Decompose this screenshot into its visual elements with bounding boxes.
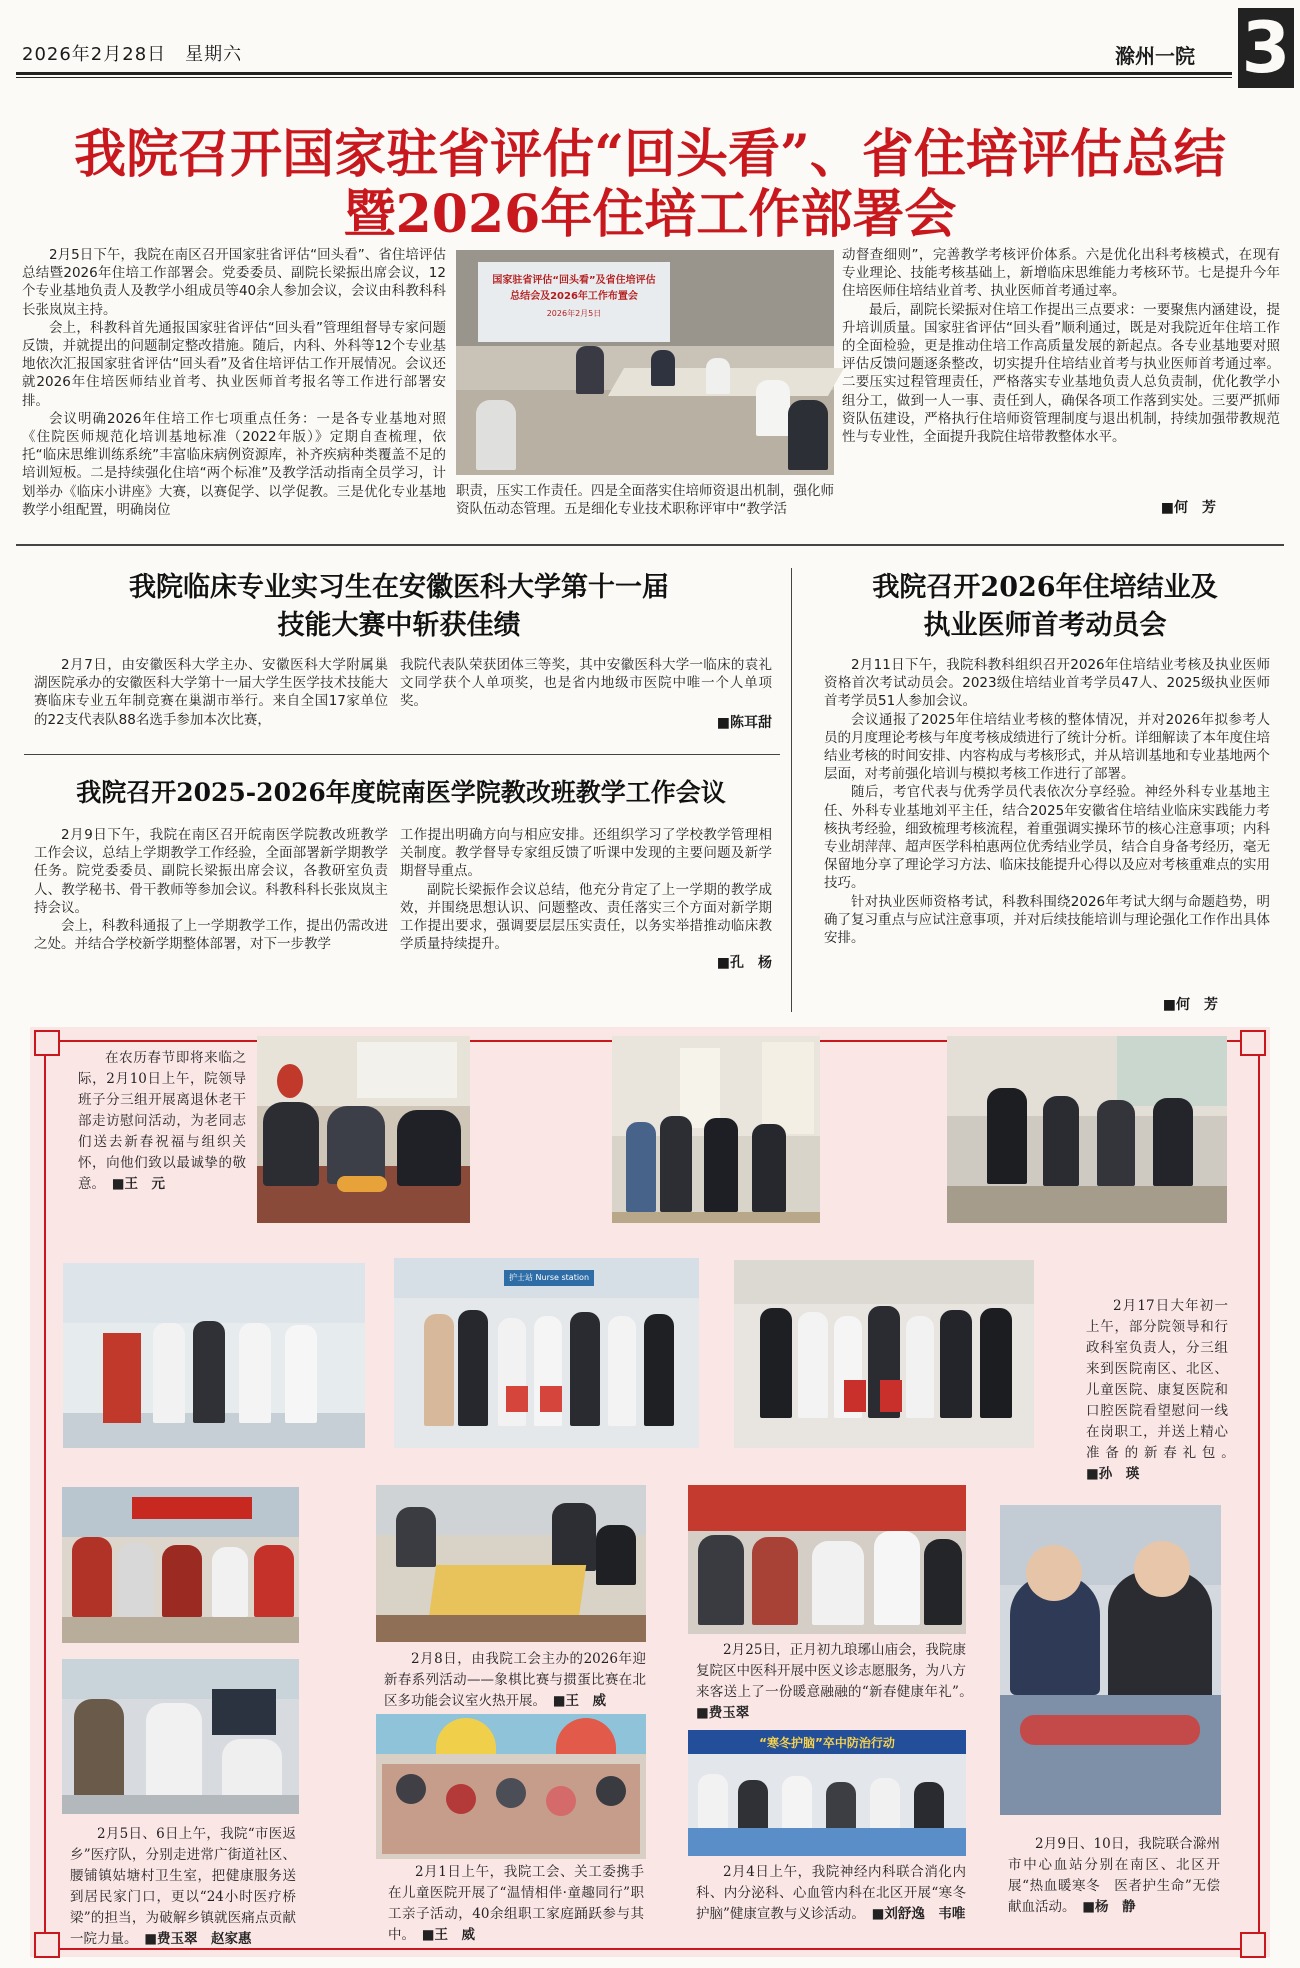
story4-title-line2: 执业医师首考动员会	[923, 610, 1167, 641]
paragraph: 工作提出明确方向与相应安排。还组织学习了学校教学管理相关制度。教学督导专家组反馈了听课中发现的主要问题及新学期督导重点。	[400, 827, 772, 880]
story3-byline: ■孔 杨	[716, 955, 772, 971]
photo-banner-line1: 国家驻省评估“回头看”及省住培评估	[492, 275, 656, 286]
photo-retiree-visit-2	[612, 1036, 820, 1223]
column-rule	[791, 568, 792, 1012]
paragraph: 随后，考官代表与优秀学员代表依次分享经验。神经外科专业基地主任、外科专业基地刘平主任，结合2025年安徽省住培结业临床实践能力考核执考经验，细致梳理考核流程，着重强调实操环节的核心注意事项；内科专业胡萍萍、超声医学科柏惠两位优秀结业学员，结合自身备考经历，毫无保留地分享了理论学习方法、临床技能提升心得以及应对考核重难点的实用技巧。	[824, 784, 1270, 892]
issue-date: 2026年2月28日 星期六	[22, 44, 243, 65]
photo-family-activity	[376, 1714, 646, 1859]
paragraph: 副院长梁振作会议总结，他充分肯定了上一学期的教学成效，并围绕思想认识、问题整改、责任落实三个方面对新学期工作提出要求，强调要层层压实责任，以务实举措推动临床教学质量持续提升。	[400, 881, 772, 953]
photo-blood-donation	[1000, 1505, 1221, 1815]
caption-chess-match: 2月8日，由我院工会主办的2026年迎新春系列活动——象棋比赛与掼蛋比赛在北区多功能会议室火热开展。 ■王 威	[384, 1651, 646, 1709]
lead-byline: ■何 芳	[1160, 500, 1216, 516]
paragraph: 会上，科教科通报了上一学期教学工作，提出仍需改进之处。并结合学校新学期整体部署，对下一步教学	[34, 918, 388, 953]
photo-chess-match	[376, 1485, 646, 1642]
story2-column-2	[400, 656, 772, 710]
photo-banner-date: 2026年2月5日	[546, 309, 602, 318]
story2-title-line1: 我院临床专业实习生在安徽医科大学第十一届	[129, 572, 669, 603]
caption-stroke-campaign: 2月4日上午，我院神经内科联合消化内科、内分泌科、心血管内科在北区开展“寒冬护脑”健康宣教与义诊活动。 ■刘舒逸 韦唯	[696, 1864, 966, 1922]
section-rule	[16, 544, 1284, 546]
story4-byline: ■何 芳	[1162, 997, 1218, 1013]
paragraph: 最后，副院长梁振对住培工作提出三点要求：一要聚焦内涵建设，提升培训质量。国家驻省评估“回头看”顺利通过，既是对我院近年住培工作的全面检验，更是推动住培工作高质量发展的新起点。各专业基地要对照评估反馈问题逐条整改，切实提升住培结业首考与执业医师首考通过率。二要压实过程管理责任，严格落实专业基地负责人总负责制，优化教学小组分工，做到一人一事、责任到人，确保各项工作落到实处。三要严抓师资队伍建设，严格执行住培师资管理制度与退出机制，持续加强带教规范性与专业性，全面提升我院住培带教整体水平。	[842, 301, 1280, 446]
paragraph: 职责，压实工作责任。四是全面落实住培师资退出机制，强化师资队伍动态管理。五是细化专业技术职称评审中“教学活	[456, 483, 834, 518]
photo-new-year-visit-1	[63, 1263, 365, 1448]
lead-column-3	[842, 246, 1280, 494]
page-number: 3	[1238, 8, 1294, 88]
caption-medical-outreach: 2月5日、6日上午，我院“市医返乡”医疗队，分别走进常广街道社区、腰铺镇姑塘村卫生室，把健康服务送到居民家门口，更以“24小时医疗桥梁”的担当，为破解乡镇就医痛点贡献一院力量。 ■费玉翠 赵家惠	[70, 1826, 296, 1947]
paragraph: 会议明确2026年住培工作七项重点任务：一是各专业基地对照《住院医师规范化培训基地标准（2022年版）》定期自查梳理，依托“临床思维训练系统”丰富临床病例资源库，补齐疾病种类覆盖不足的培训短板。二是持续强化住培“两个标准”及教学活动指南全员学习，计划举办《临床小讲座》大赛，以赛促学、以学促教。三是优化专业基地教学小组配置，明确岗位	[22, 410, 446, 518]
story3-column-1	[34, 826, 388, 1014]
photo-retiree-visit-3	[947, 1036, 1227, 1223]
lead-headline-line1: 我院召开国家驻省评估“回头看”、省住培评估总结	[74, 124, 1226, 185]
lead-headline-line2: 暨2026年住培工作部署会	[343, 184, 957, 245]
header-rule	[16, 72, 1232, 75]
photo-tcm-clinic	[688, 1485, 966, 1634]
header-rule-thin	[16, 77, 1232, 78]
paragraph: 会上，科教科首先通报国家驻省评估“回头看”管理组督导专家问题反馈，并就提出的问题制定整改措施。随后，内科、外科等12个专业基地依次汇报国家驻省评估“回头看”及省住培评估工作开展情况。会议还就2026年住培医师结业首考、执业医师首考报名等工作进行部署安排。	[22, 319, 446, 409]
paragraph: 2月9日下午，我院在南区召开皖南医学院教改班教学工作会议，总结上学期教学工作经验，全面部署新学期教学任务。院党委委员、副院长梁振出席会议，各教研室负责人、教学秘书、骨干教师等参加会议。科教科科长张岚岚主持会议。	[34, 827, 388, 916]
paragraph: 2月7日，由安徽医科大学主办、安徽医科大学附属巢湖医院承办的安徽医科大学第十一届大学生医学技术技能大赛临床专业五年制竞赛在巢湖市举行。来自全国17家单位的22支代表队88名选手参加本次比赛，	[34, 657, 388, 728]
caption-tcm-clinic: 2月25日，正月初九琅琊山庙会，我院康复院区中医科开展中医义诊志愿服务，为八方来客送上了一份暖意融融的“新春健康年礼”。 ■费玉翠	[696, 1642, 966, 1721]
photo-new-year-visit-2	[394, 1258, 699, 1448]
story2-title-line2: 技能大赛中斩获佳绩	[277, 610, 521, 641]
paper-name: 滁州一院	[1115, 44, 1195, 68]
photo-retiree-visit-1	[257, 1036, 470, 1223]
story3-title: 我院召开2025-2026年度皖南医学院教改班教学工作会议	[76, 778, 726, 807]
photo-banner-line2: 总结会及2026年工作布置会	[510, 291, 638, 302]
paragraph: 我院代表队荣获团体三等奖，其中安徽医科大学一临床的袁礼文同学获个人单项奖，也是省内地级市医院中唯一个人单项奖。	[400, 657, 772, 710]
lead-column-1	[22, 246, 446, 530]
photo-new-year-visit-3	[734, 1260, 1034, 1448]
paragraph: 2月11日下午，我院科教科组织召开2026年住培结业考核及执业医师资格首次考试动员会。2023级住培结业首考学员47人、2025级执业医师首考学员51人参加会议。	[824, 657, 1270, 710]
frame-corner-top-right	[1240, 1030, 1266, 1056]
frame-corner-top-left	[34, 1030, 60, 1056]
paragraph: 针对执业医师资格考试，科教科围绕2026年考试大纲与命题趋势，明确了复习重点与应试注意事项，并对后续技能培训与理论强化工作作出具体安排。	[824, 893, 1270, 947]
story2-byline: ■陈耳甜	[716, 715, 772, 731]
story2-column-1	[34, 656, 388, 732]
paragraph: 会议通报了2025年住培结业考核的整体情况，并对2026年拟参考人员的月度理论考核与年度考核成绩进行了统计分析。详细解读了本年度住培结业考核的时间安排、内容构成与考核形式，并从培训基地和专业基地两个层面，对考前强化培训与模拟考核工作进行了部署。	[824, 711, 1270, 783]
caption-retirees: 在农历春节即将来临之际，2月10日上午，院领导班子分三组开展离退休老干部走访慰问活动，为老同志们送去新春祝福与组织关怀，向他们致以最诚挚的敬意。 ■王 元	[78, 1050, 246, 1192]
story4-title-line1: 我院召开2026年住培结业及	[872, 572, 1218, 603]
frame-corner-bottom-right	[1240, 1932, 1266, 1958]
nurse-station-sign: 护士站 Nurse station	[508, 1273, 590, 1282]
lead-meeting-photo	[456, 250, 834, 475]
caption-blood-donation: 2月9日、10日，我院联合滁州市中心血站分别在南区、北区开展“热血暖寒冬 医者护生命”无偿献血活动。 ■杨 静	[1008, 1836, 1220, 1915]
story4-body	[824, 656, 1270, 990]
stroke-campaign-banner: “寒冬护脑”卒中防治行动	[759, 1736, 895, 1750]
story-rule	[24, 754, 780, 755]
lead-column-mid	[456, 482, 834, 530]
story3-column-2	[400, 826, 772, 966]
photo-stroke-campaign	[688, 1730, 966, 1856]
paragraph: 动督查细则”，完善教学考核评价体系。六是优化出科考核模式，在现有专业理论、技能考核基础上，新增临床思维能力考核环节。七是提升今年住培医师住培结业首考、执业医师首考通过率。	[842, 247, 1280, 300]
photo-medical-outreach-1	[62, 1487, 299, 1643]
frame-corner-bottom-left	[34, 1932, 60, 1958]
caption-family-activity: 2月1日上午，我院工会、关工委携手在儿童医院开展了“温情相伴·童趣同行”职工亲子活动，40余组职工家庭踊跃参与其中。 ■王 威	[388, 1864, 644, 1943]
caption-new-year-visit: 2月17日大年初一上午，部分院领导和行政科室负责人，分三组来到医院南区、北区、儿童医院、康复医院和口腔医院看望慰问一线在岗职工，并送上精心准备的新春礼包。 ■孙 瑛	[1086, 1298, 1228, 1482]
photo-medical-outreach-2	[62, 1659, 299, 1814]
paragraph: 2月5日下午，我院在南区召开国家驻省评估“回头看”、省住培评估总结暨2026年住培工作部署会。党委委员、副院长梁振出席会议，12个专业基地负责人及教学小组成员等40余人参加会议，会议由科教科科长张岚岚主持。	[22, 247, 446, 318]
